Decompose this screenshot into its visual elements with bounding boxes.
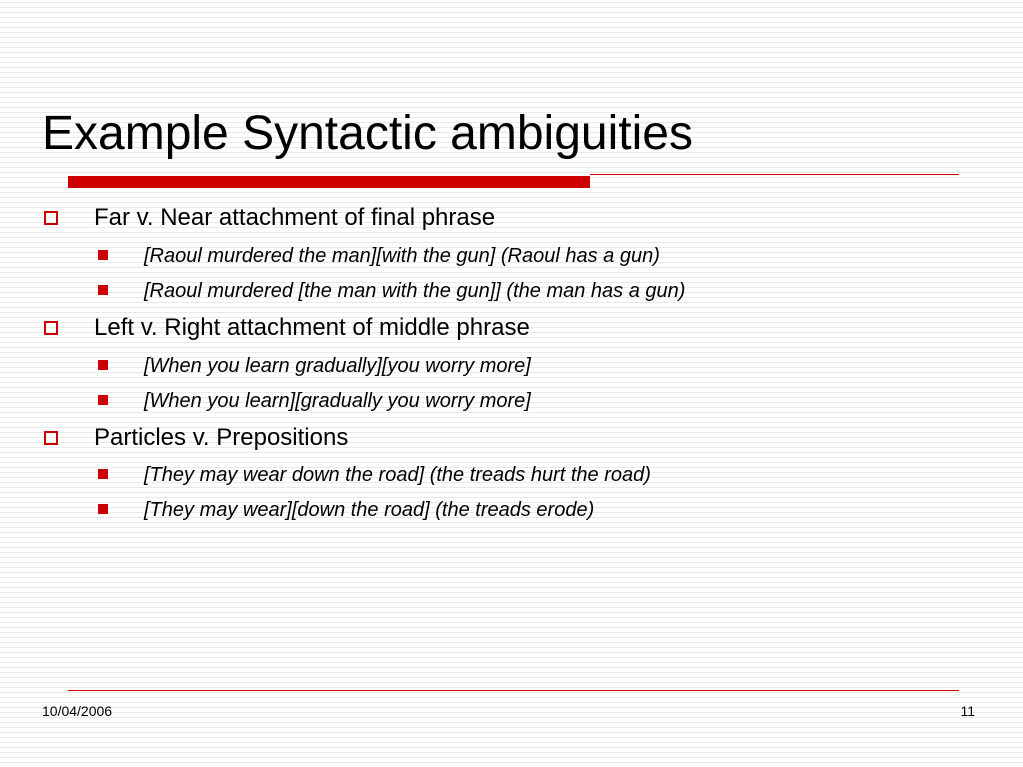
bullet-item	[94, 424, 348, 452]
filled-square-bullet-icon	[98, 250, 108, 260]
bullet-text: Far v. Near attachment of final phrase	[94, 204, 496, 231]
sub-bullet-item	[144, 244, 660, 268]
slide-title: Example Syntactic ambiguities	[42, 107, 693, 160]
bullet-text: Left v. Right attachment of middle phrase	[94, 314, 530, 341]
sub-bullet-item	[144, 498, 594, 522]
hollow-square-bullet-icon	[44, 211, 58, 225]
hollow-square-bullet-icon	[44, 431, 58, 445]
footer-date: 10/04/2006	[42, 703, 113, 719]
sub-bullet-item	[144, 463, 651, 487]
sub-bullet-text: [When you learn gradually][you worry more]	[144, 355, 531, 377]
footer-divider	[68, 690, 959, 691]
sub-bullet-item	[144, 279, 685, 303]
sub-bullet-text: [Raoul murdered [the man with the gun]] (the man has a gun)	[144, 280, 686, 302]
bullet-text: Particles v. Prepositions	[94, 424, 349, 451]
sub-bullet-item	[144, 354, 531, 378]
sub-bullet-text: [They may wear][down the road] (the treads erode)	[144, 499, 595, 521]
sub-bullet-item	[144, 389, 531, 413]
bullet-item	[94, 204, 495, 232]
filled-square-bullet-icon	[98, 360, 108, 370]
sub-bullet-text: [When you learn][gradually you worry more]	[144, 390, 531, 412]
filled-square-bullet-icon	[98, 504, 108, 514]
bullet-item	[94, 314, 530, 342]
hollow-square-bullet-icon	[44, 321, 58, 335]
filled-square-bullet-icon	[98, 469, 108, 479]
slide-number: 11	[960, 703, 975, 719]
sub-bullet-text: [They may wear down the road] (the treads hurt the road)	[144, 464, 651, 486]
sub-bullet-text: [Raoul murdered the man][with the gun] (Raoul has a gun)	[144, 245, 660, 267]
filled-square-bullet-icon	[98, 285, 108, 295]
filled-square-bullet-icon	[98, 395, 108, 405]
